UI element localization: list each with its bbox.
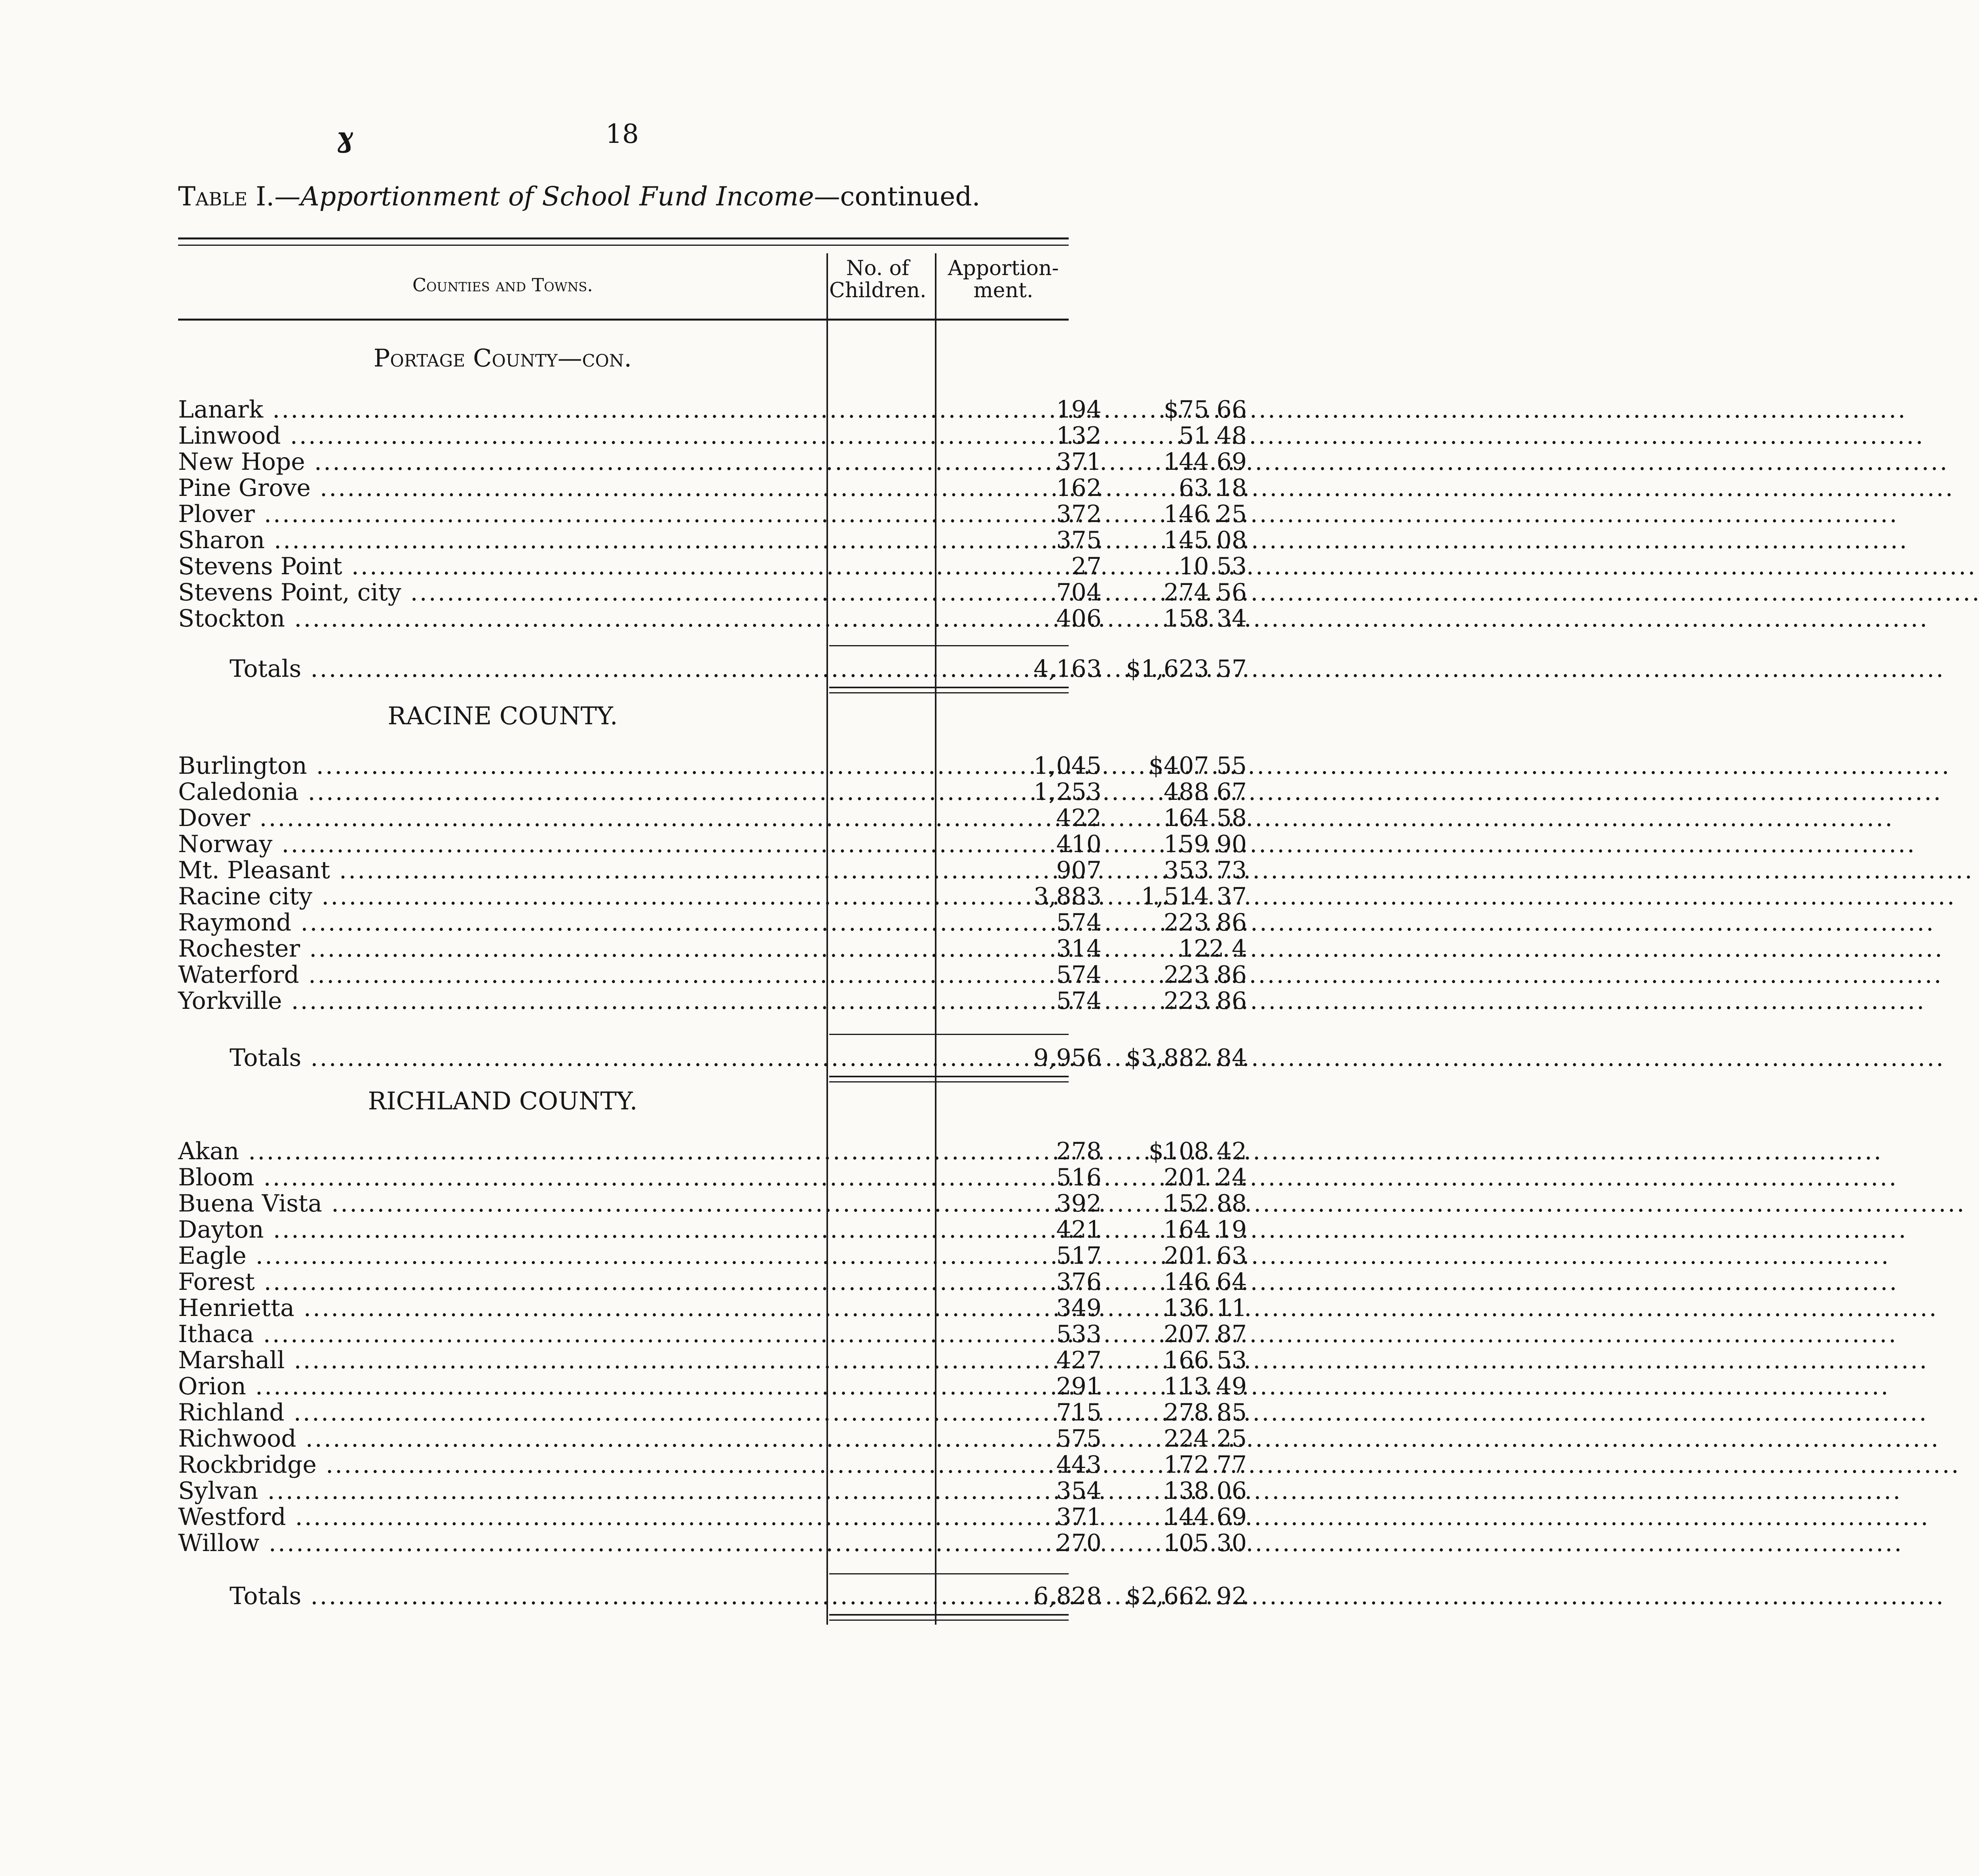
apportionment-amount: 164 58 (1164, 804, 1247, 832)
page-mark: ɣ (336, 121, 353, 154)
header-counties-towns: Counties and Towns. (412, 274, 593, 296)
town-name: Caledonia ..... (178, 778, 827, 806)
children-count: 574 (1056, 987, 1102, 1015)
children-count: 371 (1056, 1503, 1102, 1531)
town-name: Bloom ..... (178, 1164, 827, 1191)
table-row (178, 1320, 1247, 1348)
total-double-rule-1 (829, 1076, 1069, 1077)
table-row (178, 1373, 1247, 1400)
town-name: Stevens Point ..... (178, 553, 827, 580)
apportionment-amount: 144 69 (1164, 448, 1247, 476)
table-row (178, 1503, 1247, 1531)
children-count: 372 (1056, 500, 1102, 528)
total-double-rule-2 (829, 1081, 1069, 1082)
apportionment-amount: 166 53 (1164, 1346, 1247, 1374)
town-name: Lanark ..... (178, 396, 827, 423)
total-children: 9,956 (1033, 1044, 1102, 1072)
page-number: 18 (606, 119, 639, 149)
apportionment-amount: 146 64 (1164, 1268, 1247, 1296)
town-name: Rockbridge ..... (178, 1451, 827, 1479)
town-name: Dayton ..... (178, 1216, 827, 1244)
apportionment-amount: 51 48 (1179, 422, 1247, 450)
children-count: 291 (1056, 1373, 1102, 1400)
table-row (178, 1216, 1247, 1244)
subtotal-rule (829, 1573, 1069, 1574)
table-row (178, 1346, 1247, 1374)
town-name: Mt. Pleasant ..... (178, 856, 827, 884)
town-name: New Hope ..... (178, 448, 827, 476)
total-double-rule-2 (829, 692, 1069, 693)
apportionment-amount: 207 87 (1164, 1320, 1247, 1348)
apportionment-amount: 278 85 (1164, 1399, 1247, 1426)
total-double-rule-1 (829, 687, 1069, 688)
section-title-racine: RACINE COUNTY. (387, 701, 618, 730)
apportionment-amount: 136 11 (1164, 1294, 1247, 1322)
children-count: 371 (1056, 448, 1102, 476)
children-count: 354 (1056, 1477, 1102, 1505)
children-count: 375 (1056, 526, 1102, 554)
table-row (178, 1137, 1247, 1165)
town-name: Ithaca ..... (178, 1320, 827, 1348)
table-row (178, 1451, 1247, 1479)
table-row (178, 1164, 1247, 1191)
table-caption (178, 181, 980, 212)
header-no-of-children (829, 257, 926, 302)
table-row (178, 500, 1247, 528)
apportionment-amount: 138 06 (1164, 1477, 1247, 1505)
town-name: Rochester ..... (178, 935, 827, 963)
apportionment-amount: 159 90 (1164, 830, 1247, 858)
table-row (178, 526, 1247, 554)
table-row (178, 1190, 1247, 1217)
header-children-line1: No. of (846, 256, 910, 280)
table-row (178, 1529, 1247, 1557)
children-count: 27 (1071, 553, 1102, 580)
town-name: Westford ..... (178, 1503, 827, 1531)
header-apportionment-line2: ment. (973, 279, 1033, 302)
town-name: Norway ..... (178, 830, 827, 858)
town-name: Linwood ..... (178, 422, 827, 450)
total-double-rule-1 (829, 1614, 1069, 1616)
town-name: Pine Grove ..... (178, 474, 827, 502)
apportionment-amount: 1,514 37 (1141, 883, 1247, 910)
table-label: Table I. (178, 181, 275, 212)
apportionment-amount: 488 67 (1164, 778, 1247, 806)
section-title-richland: RICHLAND COUNTY. (368, 1086, 638, 1115)
table-row (178, 883, 1247, 910)
apportionment-amount: 146 25 (1164, 500, 1247, 528)
children-count: 443 (1056, 1451, 1102, 1479)
totals-label: Totals ..... (230, 1044, 827, 1072)
totals-row (178, 655, 1247, 683)
apportionment-amount: 223 86 (1164, 987, 1247, 1015)
children-count: 1,045 (1033, 752, 1102, 780)
children-count: 349 (1056, 1294, 1102, 1322)
top-rule-2 (178, 245, 1069, 246)
table-row (178, 422, 1247, 450)
town-name: Richland ..... (178, 1399, 827, 1426)
children-count: 1,253 (1033, 778, 1102, 806)
town-name: Racine city ..... (178, 883, 827, 910)
table-row (178, 909, 1247, 936)
children-count: 704 (1056, 579, 1102, 606)
table-row (178, 856, 1247, 884)
children-count: 533 (1056, 1320, 1102, 1348)
apportionment-amount: 122 4 (1179, 935, 1247, 963)
town-name: Henrietta ..... (178, 1294, 827, 1322)
town-name: Dover ..... (178, 804, 827, 832)
table-row (178, 579, 1247, 606)
town-name: Sylvan ..... (178, 1477, 827, 1505)
apportionment-amount: 144 69 (1164, 1503, 1247, 1531)
town-name: Stevens Point, city ..... (178, 579, 827, 606)
town-name: Orion ..... (178, 1373, 827, 1400)
apportionment-amount: 158 34 (1164, 605, 1247, 632)
total-amount: $2,662 92 (1126, 1582, 1247, 1610)
children-count: 314 (1056, 935, 1102, 963)
total-amount: $1,623 57 (1126, 655, 1247, 683)
children-count: 278 (1056, 1137, 1102, 1165)
table-row (178, 1477, 1247, 1505)
table-row (178, 553, 1247, 580)
apportionment-amount: 152 88 (1164, 1190, 1247, 1217)
apportionment-amount: 145 08 (1164, 526, 1247, 554)
totals-row (178, 1044, 1247, 1072)
header-apportionment-line1: Apportion- (948, 256, 1059, 280)
totals-label: Totals ..... (230, 655, 827, 683)
header-children-line2: Children. (829, 279, 927, 302)
apportionment-amount: 353 73 (1164, 856, 1247, 884)
apportionment-amount: $407 55 (1148, 752, 1247, 780)
total-amount: $3,882 84 (1126, 1044, 1247, 1072)
town-name: Stockton ..... (178, 605, 827, 632)
children-count: 392 (1056, 1190, 1102, 1217)
town-name: Marshall ..... (178, 1346, 827, 1374)
subtotal-rule (829, 1034, 1069, 1035)
town-name: Waterford ..... (178, 961, 827, 989)
table-row (178, 804, 1247, 832)
totals-row (178, 1582, 1247, 1610)
table-row (178, 752, 1247, 780)
table-row (178, 396, 1247, 423)
apportionment-amount: 201 24 (1164, 1164, 1247, 1191)
town-name: Eagle ..... (178, 1242, 827, 1270)
subtotal-rule (829, 645, 1069, 646)
apportionment-amount: 113 49 (1164, 1373, 1247, 1400)
town-name: Buena Vista ..... (178, 1190, 827, 1217)
apportionment-amount: 10 53 (1179, 553, 1247, 580)
table-row (178, 987, 1247, 1015)
children-count: 162 (1056, 474, 1102, 502)
children-count: 517 (1056, 1242, 1102, 1270)
totals-label: Totals ..... (230, 1582, 827, 1610)
children-count: 427 (1056, 1346, 1102, 1374)
children-count: 3,883 (1033, 883, 1102, 910)
table-title-suffix: continued. (840, 181, 980, 212)
apportionment-amount: 201 63 (1164, 1242, 1247, 1270)
children-count: 270 (1056, 1529, 1102, 1557)
apportionment-amount: 223 86 (1164, 961, 1247, 989)
apportionment-amount: 164 19 (1164, 1216, 1247, 1244)
children-count: 422 (1056, 804, 1102, 832)
table-row (178, 1425, 1247, 1453)
table-row (178, 448, 1247, 476)
children-count: 132 (1056, 422, 1102, 450)
table-row (178, 1399, 1247, 1426)
town-name: Plover ..... (178, 500, 827, 528)
table-row (178, 935, 1247, 963)
apportionment-amount: 105 30 (1164, 1529, 1247, 1557)
children-count: 575 (1056, 1425, 1102, 1453)
children-count: 574 (1056, 909, 1102, 936)
top-rule-1 (178, 237, 1069, 239)
apportionment-amount: 274 56 (1164, 579, 1247, 606)
header-apportionment (938, 257, 1069, 302)
children-count: 406 (1056, 605, 1102, 632)
total-children: 6,828 (1033, 1582, 1102, 1610)
apportionment-amount: 224 25 (1164, 1425, 1247, 1453)
apportionment-amount: $75 66 (1164, 396, 1247, 423)
children-count: 410 (1056, 830, 1102, 858)
table-row (178, 961, 1247, 989)
table-title: —Apportionment of School Fund Income— (274, 181, 840, 212)
children-count: 715 (1056, 1399, 1102, 1426)
children-count: 376 (1056, 1268, 1102, 1296)
apportionment-amount: $108 42 (1148, 1137, 1247, 1165)
total-children: 4,163 (1033, 655, 1102, 683)
town-name: Sharon ..... (178, 526, 827, 554)
table-row (178, 1294, 1247, 1322)
children-count: 907 (1056, 856, 1102, 884)
town-name: Burlington ..... (178, 752, 827, 780)
town-name: Yorkville ..... (178, 987, 827, 1015)
children-count: 516 (1056, 1164, 1102, 1191)
apportionment-amount: 63 18 (1179, 474, 1247, 502)
town-name: Raymond ..... (178, 909, 827, 936)
children-count: 194 (1056, 396, 1102, 423)
table-row (178, 1268, 1247, 1296)
table-row (178, 778, 1247, 806)
table-row (178, 605, 1247, 632)
town-name: Richwood ..... (178, 1425, 827, 1453)
total-double-rule-2 (829, 1620, 1069, 1621)
apportionment-amount: 172 77 (1164, 1451, 1247, 1479)
section-title-portage: Portage County—con. (373, 344, 632, 372)
table-row (178, 474, 1247, 502)
table-row (178, 1242, 1247, 1270)
town-name: Akan ..... (178, 1137, 827, 1165)
table-row (178, 830, 1247, 858)
children-count: 421 (1056, 1216, 1102, 1244)
apportionment-amount: 223 86 (1164, 909, 1247, 936)
children-count: 574 (1056, 961, 1102, 989)
town-name: Forest ..... (178, 1268, 827, 1296)
town-name: Willow ..... (178, 1529, 827, 1557)
